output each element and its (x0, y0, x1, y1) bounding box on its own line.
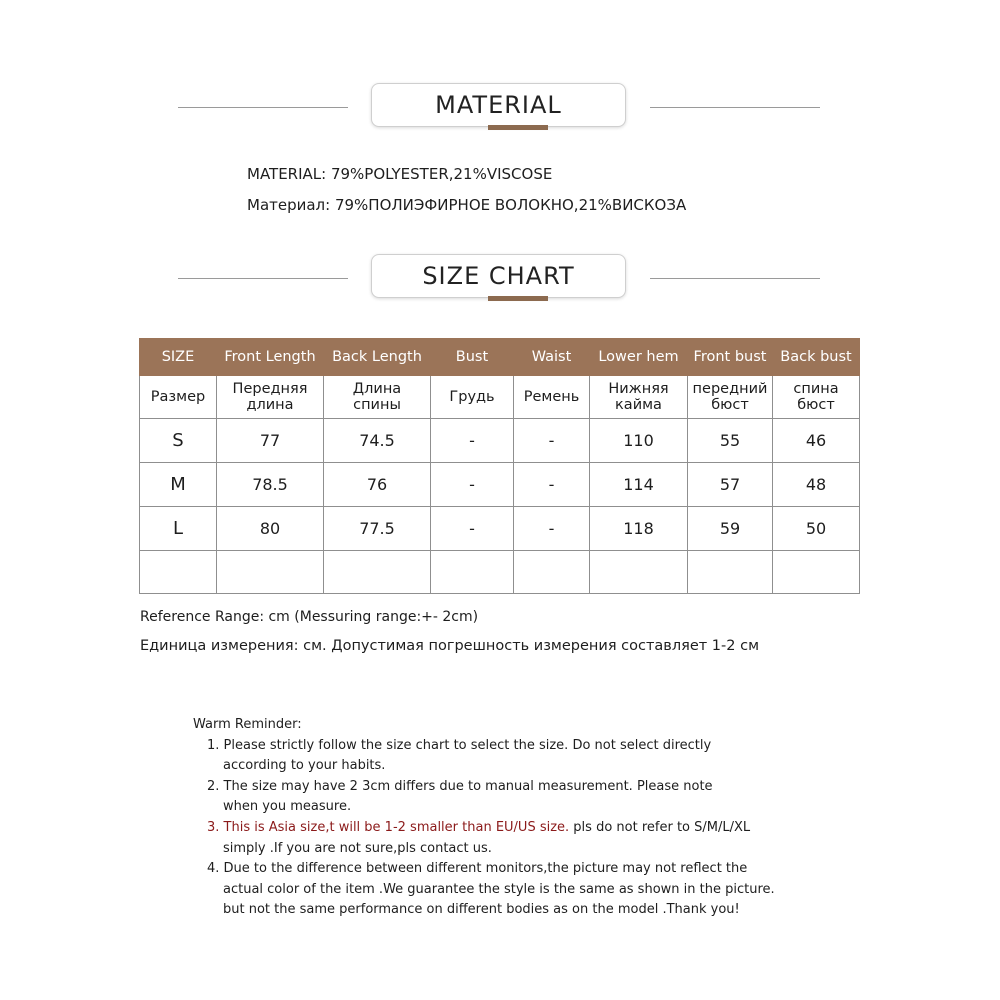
title-accent (488, 296, 548, 301)
divider-left (178, 107, 348, 108)
table-cell: - (514, 463, 590, 507)
size-chart-header (0, 254, 1000, 304)
reminder-item-3 (207, 818, 775, 839)
empty-cell (514, 551, 590, 594)
header-cell: Bust (431, 339, 514, 376)
empty-cell (431, 551, 514, 594)
reminder-item-3-cont: simply .If you are not sure,pls contact us. (223, 840, 492, 856)
title-accent (488, 125, 548, 130)
divider-right (650, 278, 820, 279)
reminder-item-4: 4. Due to the difference between different monitors,the picture may not reflect the (207, 861, 748, 877)
header-cell-ru: Длина спины (324, 376, 431, 419)
table-cell: - (514, 419, 590, 463)
material-line-en: MATERIAL: 79%POLYESTER,21%VISCOSE (247, 165, 553, 183)
reminder-item-1-cont: according to your habits. (223, 758, 386, 774)
table-cell: 78.5 (217, 463, 324, 507)
table-cell: 114 (590, 463, 688, 507)
table-cell: 55 (688, 419, 773, 463)
header-cell: SIZE (140, 339, 217, 376)
reminder-item-3-rest: pls do not refer to S/M/L/XL (569, 819, 751, 835)
material-line-ru: Материал: 79%ПОЛИЭФИРНОЕ ВОЛОКНО,21%ВИСКОЗА (247, 196, 687, 214)
material-header (0, 83, 1000, 133)
header-row-en (140, 339, 860, 376)
reminder-item-4-cont: but not the same performance on different bodies as on the model .Thank you! (223, 902, 740, 918)
table-cell: - (431, 463, 514, 507)
empty-cell (324, 551, 431, 594)
header-cell-ru: спина бюст (773, 376, 860, 419)
reminder-item-3-warning: 3. This is Asia size,t will be 1-2 smaller than EU/US size. (207, 819, 570, 835)
reminder-title: Warm Reminder: (193, 717, 302, 732)
table-cell: 77 (217, 419, 324, 463)
header-cell-ru: Грудь (431, 376, 514, 419)
table-cell: 74.5 (324, 419, 431, 463)
table-cell: 50 (773, 507, 860, 551)
size-cell: M (140, 463, 217, 507)
table-row-m (140, 463, 860, 507)
header-cell: Front bust (688, 339, 773, 376)
divider-left (178, 278, 348, 279)
table-cell: - (431, 507, 514, 551)
header-cell: Back Length (324, 339, 431, 376)
table-cell: 80 (217, 507, 324, 551)
empty-cell (217, 551, 324, 594)
reminder-item-4-cont: actual color of the item .We guarantee the style is the same as shown in the picture. (223, 881, 775, 897)
reminder-item-1: 1. Please strictly follow the size chart to select the size. Do not select directly (207, 737, 712, 753)
table-cell: 46 (773, 419, 860, 463)
size-table (139, 338, 860, 594)
header-cell-ru: передний бюст (688, 376, 773, 419)
reminder-item-2-cont: when you measure. (223, 799, 352, 815)
table-cell: 118 (590, 507, 688, 551)
empty-cell (773, 551, 860, 594)
table-cell: 57 (688, 463, 773, 507)
table-row-s (140, 419, 860, 463)
reference-note-en: Reference Range: cm (Messuring range:+- 2cm) (140, 609, 479, 625)
header-cell: Waist (514, 339, 590, 376)
table-cell: 48 (773, 463, 860, 507)
empty-cell (140, 551, 217, 594)
table-cell: 110 (590, 419, 688, 463)
header-cell-ru: Нижняя кайма (590, 376, 688, 419)
table-cell: 77.5 (324, 507, 431, 551)
header-cell-ru: Ремень (514, 376, 590, 419)
table-cell: 59 (688, 507, 773, 551)
reminder-item-2: 2. The size may have 2 3cm differs due to manual measurement. Please note (207, 778, 713, 794)
size-cell: L (140, 507, 217, 551)
header-row-ru (140, 376, 860, 419)
header-cell: Front Length (217, 339, 324, 376)
reference-note-ru: Единица измерения: см. Допустимая погрешность измерения составляет 1-2 см (140, 638, 760, 654)
divider-right (650, 107, 820, 108)
empty-cell (590, 551, 688, 594)
table-row-l (140, 507, 860, 551)
table-cell: - (431, 419, 514, 463)
header-cell: Back bust (773, 339, 860, 376)
table-cell: - (514, 507, 590, 551)
header-cell: Lower hem (590, 339, 688, 376)
header-cell-ru: Передняя длина (217, 376, 324, 419)
table-row-empty (140, 551, 860, 594)
empty-cell (688, 551, 773, 594)
header-cell-ru: Размер (140, 376, 217, 419)
size-cell: S (140, 419, 217, 463)
material-title: MATERIAL (371, 83, 626, 127)
size-chart-title: SIZE CHART (371, 254, 626, 298)
table-cell: 76 (324, 463, 431, 507)
warm-reminder (193, 715, 775, 921)
